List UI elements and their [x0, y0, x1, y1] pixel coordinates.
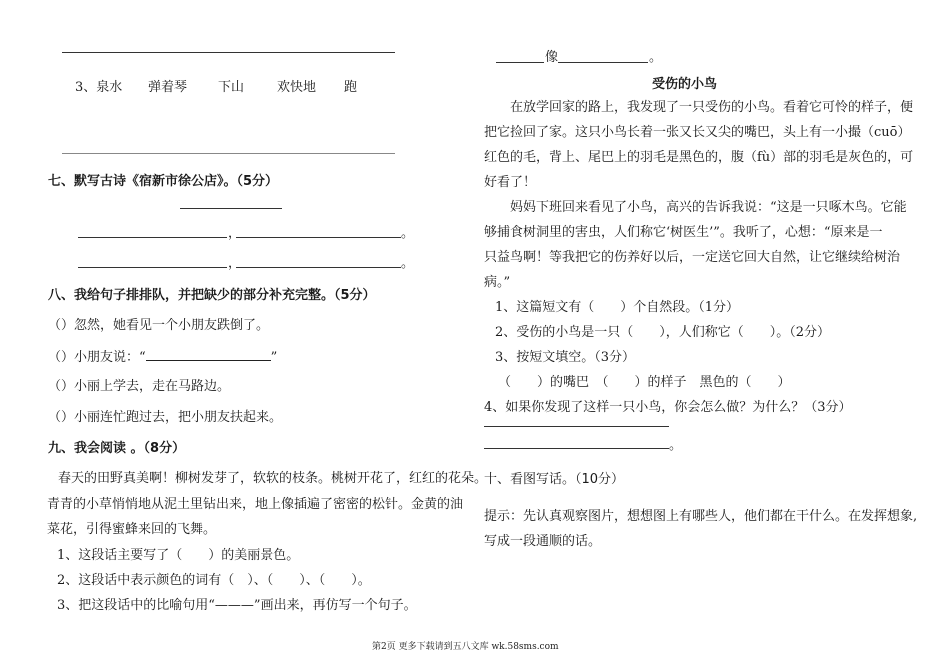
story-title: 受伤的小鸟	[652, 77, 718, 92]
simile-blank-2[interactable]	[558, 62, 648, 63]
sentence-2	[48, 347, 277, 367]
section-10-heading: 十、看图写话。（10分）	[484, 472, 625, 487]
poem-line-2a[interactable]	[78, 267, 227, 268]
story-line: 在放学回家的路上，我发现了一只受伤的小鸟。看着它可怜的样子，便	[510, 100, 914, 115]
reading-question-3: 3、把这段话中的比喻句用“———”画出来，再仿写一个句子。	[57, 598, 417, 613]
simile-xiang: 像	[545, 50, 559, 65]
sentence-2-close-quote: ”	[270, 350, 278, 365]
poem-title-line[interactable]	[180, 208, 282, 209]
answer-line-q4-1[interactable]	[484, 426, 669, 427]
story-line: 病。”	[484, 275, 511, 290]
section-8-heading: 八、我给句子排排队，并把缺少的部分补充完整。（5分）	[48, 288, 376, 303]
item3-number-label: 3、泉水	[75, 80, 123, 95]
poem-period: 。	[401, 256, 415, 271]
writing-hint-line: 提示：先认真观察图片，想想图上有哪些人，他们都在干什么。在发挥想象,	[484, 509, 918, 524]
story-question-2: 2、受伤的小鸟是一只（ ），人们称它（ ）。（2分）	[495, 325, 831, 340]
poem-line-1b[interactable]	[236, 237, 401, 238]
poem-comma: ，	[228, 226, 242, 241]
simile-period: 。	[649, 50, 663, 65]
sentence-1: （）忽然，她看见一个小朋友跌倒了。	[48, 318, 270, 333]
section-7-heading: 七、默写古诗《宿新市徐公店》。（5分）	[48, 174, 279, 189]
item3-word: 跑	[344, 80, 358, 95]
item3-word: 弹着琴	[148, 80, 188, 95]
sentence-2-blank[interactable]	[146, 347, 271, 361]
reading-paragraph-line: 青青的小草悄悄地从泥土里钻出来，地上像插遍了密密的松针。金黄的油	[47, 497, 464, 512]
item3-word: 欢快地	[277, 80, 317, 95]
sentence-4: （）小丽连忙跑过去，把小朋友扶起来。	[48, 410, 283, 425]
answer-line-q4-2[interactable]	[484, 448, 669, 449]
page-footer: 第2页 更多下载请到五八文库 wk.58sms.com	[372, 642, 559, 652]
poem-line-1a[interactable]	[78, 237, 227, 238]
story-line: 够捕食树洞里的害虫，人们称它‘树医生’”。我听了，心想：“原来是一	[484, 225, 883, 240]
poem-line-2b[interactable]	[236, 267, 401, 268]
story-line: 把它捡回了家。这只小鸟长着一张又长又尖的嘴巴，头上有一小撮（cuō）	[484, 125, 911, 140]
answer-q4-period: 。	[669, 438, 683, 453]
story-question-1: 1、这篇短文有（ ）个自然段。（1分）	[495, 300, 740, 315]
writing-hint-line: 写成一段通顺的话。	[484, 534, 602, 549]
story-line: 红色的毛，背上、尾巴上的羽毛是黑色的，腹（fù）部的羽毛是灰色的，可	[484, 150, 914, 165]
section-9-heading: 九、我会阅读 。（8分）	[48, 441, 186, 456]
item3-word: 下山	[218, 80, 245, 95]
story-question-3: 3、按短文填空。（3分）	[495, 350, 636, 365]
sentence-2-text: （）小朋友说：“	[48, 350, 146, 365]
reading-paragraph-line: 春天的田野真美啊！柳树发芽了，软软的枝条。桃树开花了，红红的花朵。	[58, 471, 488, 486]
story-question-4: 4、如果你发现了这样一只小鸟，你会怎么做？为什么？（3分）	[484, 400, 852, 415]
answer-line-item3[interactable]	[62, 153, 395, 154]
story-line: 妈妈下班回来看见了小鸟，高兴的告诉我说：“这是一只啄木鸟。它能	[510, 200, 907, 215]
story-question-3-fill: （ ）的嘴巴 （ ）的样子 黑色的（ ）	[498, 375, 791, 390]
poem-comma: ，	[228, 256, 242, 271]
simile-blank-1[interactable]	[496, 62, 544, 63]
answer-line-top-left[interactable]	[62, 52, 395, 53]
story-line: 好看了！	[484, 175, 537, 190]
reading-paragraph-line: 菜花，引得蜜蜂来回的飞舞。	[47, 522, 217, 537]
reading-question-1: 1、这段话主要写了（ ）的美丽景色。	[57, 548, 300, 563]
sentence-3: （）小丽上学去，走在马路边。	[48, 379, 231, 394]
poem-period: 。	[401, 226, 415, 241]
reading-question-2: 2、这段话中表示颜色的词有（ ）、（ ）、（ ）。	[57, 573, 371, 588]
story-line: 只益鸟啊！等我把它的伤养好以后，一定送它回大自然，让它继续给树治	[484, 250, 901, 265]
